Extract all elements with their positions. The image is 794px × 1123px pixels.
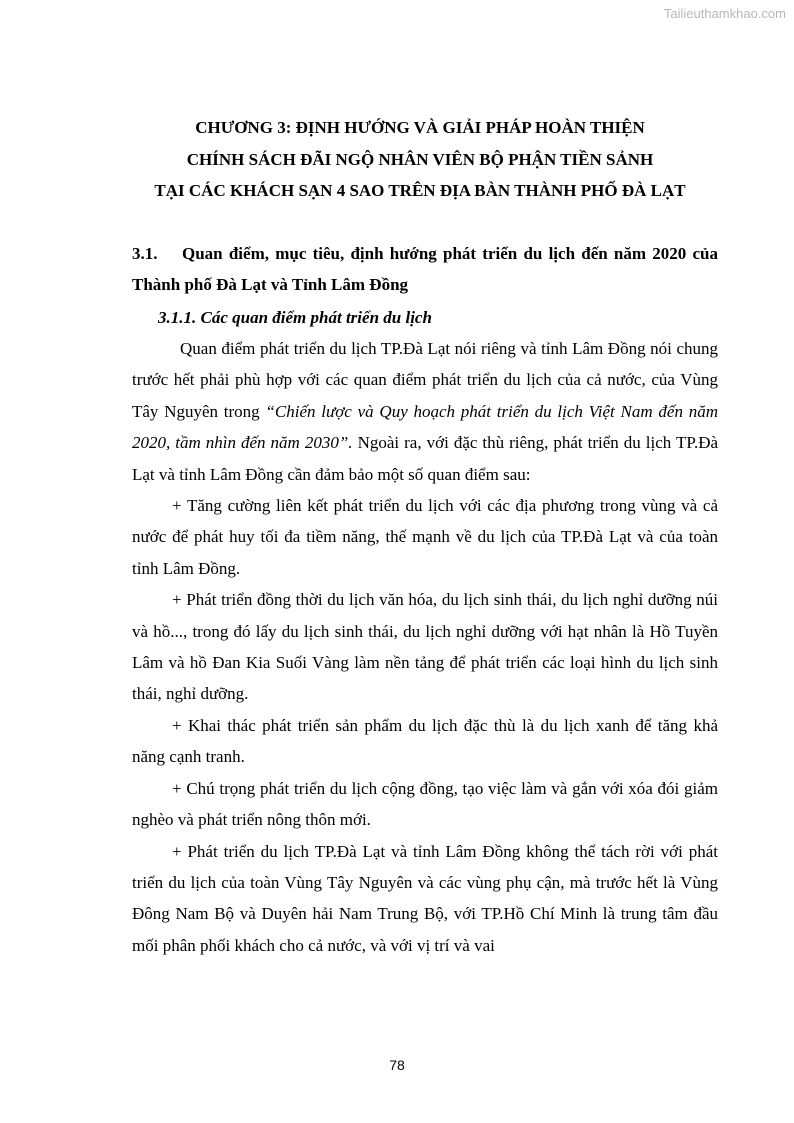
chapter-title-line-1: CHƯƠNG 3: ĐỊNH HƯỚNG VÀ GIẢI PHÁP HOÀN THIỆN [195, 118, 645, 137]
page-number: 78 [389, 1057, 405, 1073]
bullet-paragraph: + Phát triển du lịch TP.Đà Lạt và tỉnh Lâm Đồng không thể tách rời với phát triển du lịch của toàn Vùng Tây Nguyên và các vùng phụ cận, mà trước hết là Vùng Đông Nam Bộ và Duyên hải Nam Trung Bộ, với TP.Hồ Chí Minh là trung tâm đầu mối phân phối khách cho cả nước, và với vị trí và vai [132, 841, 718, 955]
watermark: Tailieuthamkhao.com [663, 6, 786, 21]
section-heading [132, 238, 718, 300]
intro-text-before: Quan điểm phát triển du lịch TP.Đà Lạt nói riêng và tỉnh Lâm Đồng nói chung trước hết phải phù hợp với các quan điểm phát triển du lịch của cả nước, của Vùng Tây Nguyên trong [132, 339, 718, 421]
bullet-paragraph: + Khai thác phát triển sản phẩm du lịch đặc thù là du lịch xanh để tăng khả năng cạnh tranh. [132, 715, 718, 767]
chapter-title-line-3: TẠI CÁC KHÁCH SẠN 4 SAO TRÊN ĐỊA BÀN THÀNH PHỐ ĐÀ LẠT [154, 181, 686, 200]
intro-paragraph [132, 333, 718, 490]
section-title: Quan điểm, mục tiêu, định hướng phát triển du lịch đến năm 2020 của Thành phố Đà Lạt và Tỉnh Lâm Đồng [132, 244, 718, 294]
bullet-paragraph: + Phát triển đồng thời du lịch văn hóa, du lịch sinh thái, du lịch nghỉ dưỡng núi và hồ..., trong đó lấy du lịch sinh thái, du lịch nghỉ dưỡng với hạt nhân là Hồ Tuyền Lâm và hồ Đan Kia Suối Vàng làm nền tảng để phát triển các loại hình du lịch sinh thái, nghỉ dưỡng. [132, 590, 718, 704]
subsection-heading: 3.1.1. Các quan điểm phát triển du lịch [158, 308, 432, 327]
bullet-paragraph: + Chú trọng phát triển du lịch cộng đồng, tạo việc làm và gắn với xóa đói giảm nghèo và phát triển nông thôn mới. [132, 778, 718, 830]
section-number: 3.1. [132, 244, 158, 263]
chapter-title-line-2: CHÍNH SÁCH ĐÃI NGỘ NHÂN VIÊN BỘ PHẬN TIỀN SẢNH [186, 149, 654, 169]
intro-quote: “Chiến lược và Quy hoạch phát triển du lịch Việt Nam đến năm 2020, tầm nhìn đến năm 2030”. [132, 401, 718, 453]
chapter-title [120, 112, 720, 207]
body-text [132, 333, 718, 961]
bullet-paragraph: + Tăng cường liên kết phát triển du lịch với các địa phương trong vùng và cả nước để phát huy tối đa tiềm năng, thế mạnh về du lịch của TP.Đà Lạt và của toàn tỉnh Lâm Đồng. [132, 496, 718, 578]
intro-text-after: Ngoài ra, với đặc thù riêng, phát triển du lịch TP.Đà Lạt và tỉnh Lâm Đồng cần đảm bảo một số quan điểm sau: [132, 433, 719, 484]
